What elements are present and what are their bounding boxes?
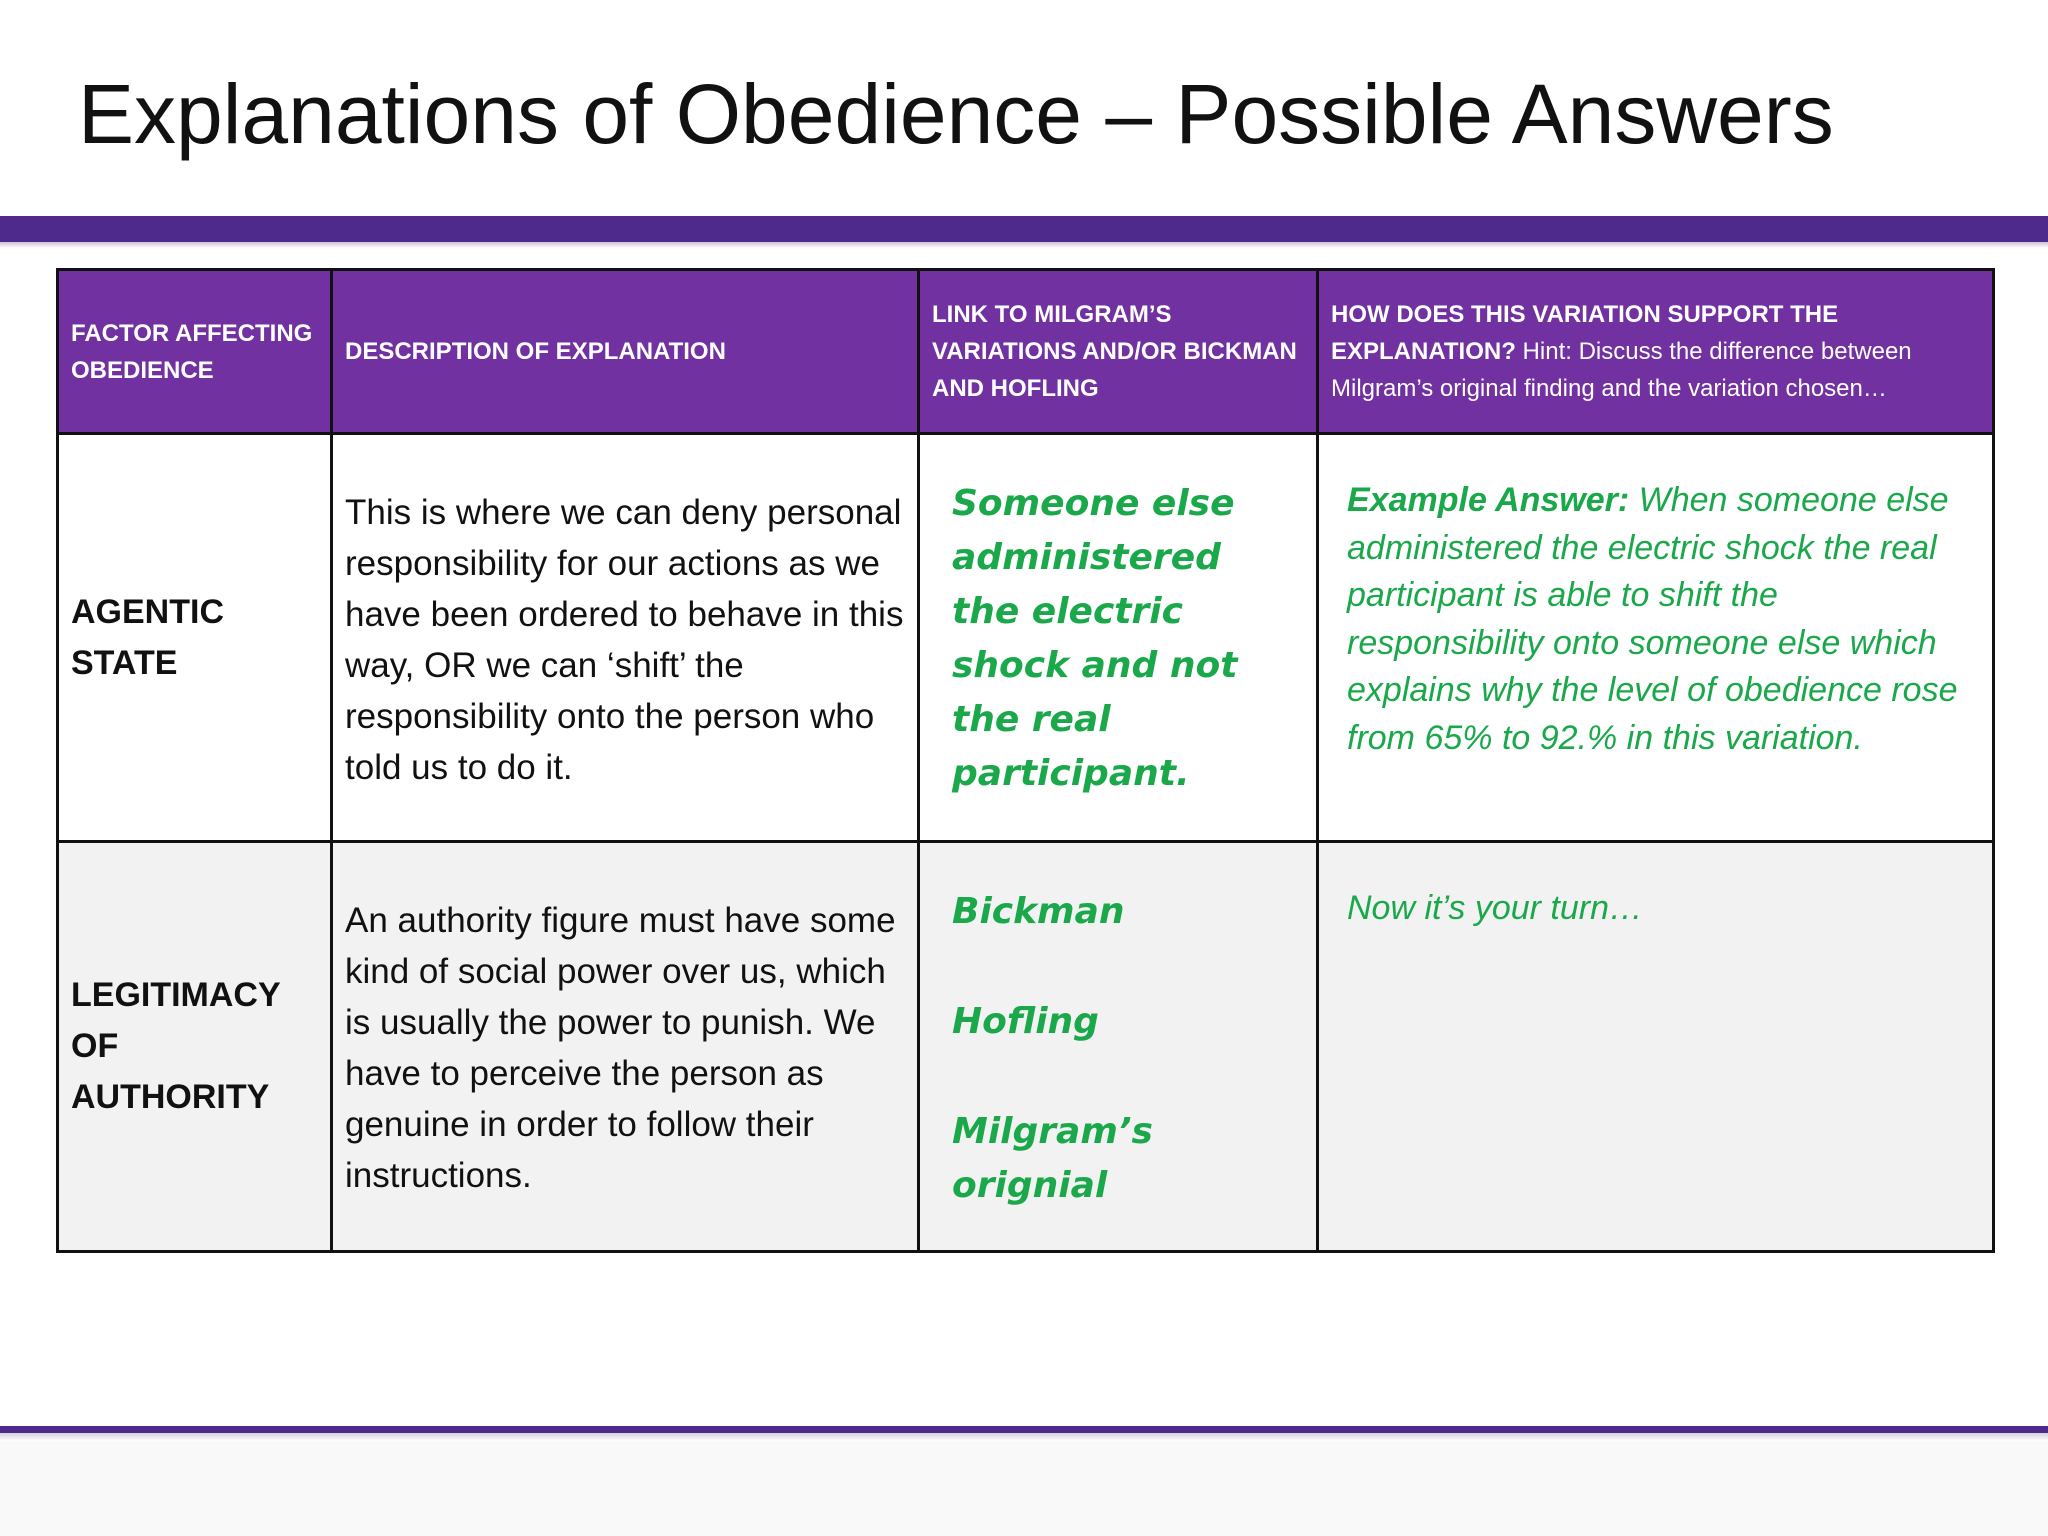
title-divider-shadow: [0, 242, 2048, 248]
obedience-table: [56, 268, 1995, 1253]
description-cell: This is where we can deny personal responsibility for our actions as we have been ordered to behave in this way, OR we can ‘shift’ the responsibility onto the person who told us to do it.: [332, 434, 919, 842]
header-factor: FACTOR AFFECTING OBEDIENCE: [58, 270, 332, 434]
table-row: [58, 842, 1994, 1252]
link-item: Hofling: [952, 1001, 1099, 1042]
example-answer-label: Example Answer:: [1347, 481, 1630, 519]
footer-area: [0, 1441, 2048, 1536]
link-item: Milgram’s orignial: [952, 1111, 1153, 1206]
header-support-question: HOW DOES THIS VARIATION SUPPORT THE EXPLANATION?: [1331, 301, 1839, 365]
footer-divider-shadow: [0, 1433, 2048, 1441]
factor-cell: LEGITIMACY OF AUTHORITY: [58, 842, 332, 1252]
link-cell: [919, 842, 1318, 1252]
slide-title: Explanations of Obedience – Possible Answers: [78, 67, 1834, 161]
factor-cell: AGENTIC STATE: [58, 434, 332, 842]
footer-divider-bar: [0, 1426, 2048, 1433]
table-row: [58, 434, 1994, 842]
header-support: [1318, 270, 1994, 434]
link-item: Bickman: [952, 891, 1125, 932]
header-link: LINK TO MILGRAM’S VARIATIONS AND/OR BICKMAN AND HOFLING: [919, 270, 1318, 434]
support-cell: Now it’s your turn…: [1318, 842, 1994, 1252]
header-support-hint: Hint: Discuss the difference between Milgram’s original finding and the variation chosen…: [1331, 338, 1912, 402]
link-cell: Someone else administered the electric shock and not the real participant.: [919, 434, 1318, 842]
header-description: DESCRIPTION OF EXPLANATION: [332, 270, 919, 434]
support-cell: [1318, 434, 1994, 842]
description-cell: An authority figure must have some kind of social power over us, which is usually the power to punish. We have to perceive the person as genuine in order to follow their instructions.: [332, 842, 919, 1252]
title-divider-bar: [0, 216, 2048, 242]
table-header-row: [58, 270, 1994, 434]
example-answer-text: When someone else administered the electric shock the real participant is able to shift the responsibility onto someone else which explains why the level of obedience rose from 65% to 92.% in this variation.: [1347, 481, 1958, 757]
